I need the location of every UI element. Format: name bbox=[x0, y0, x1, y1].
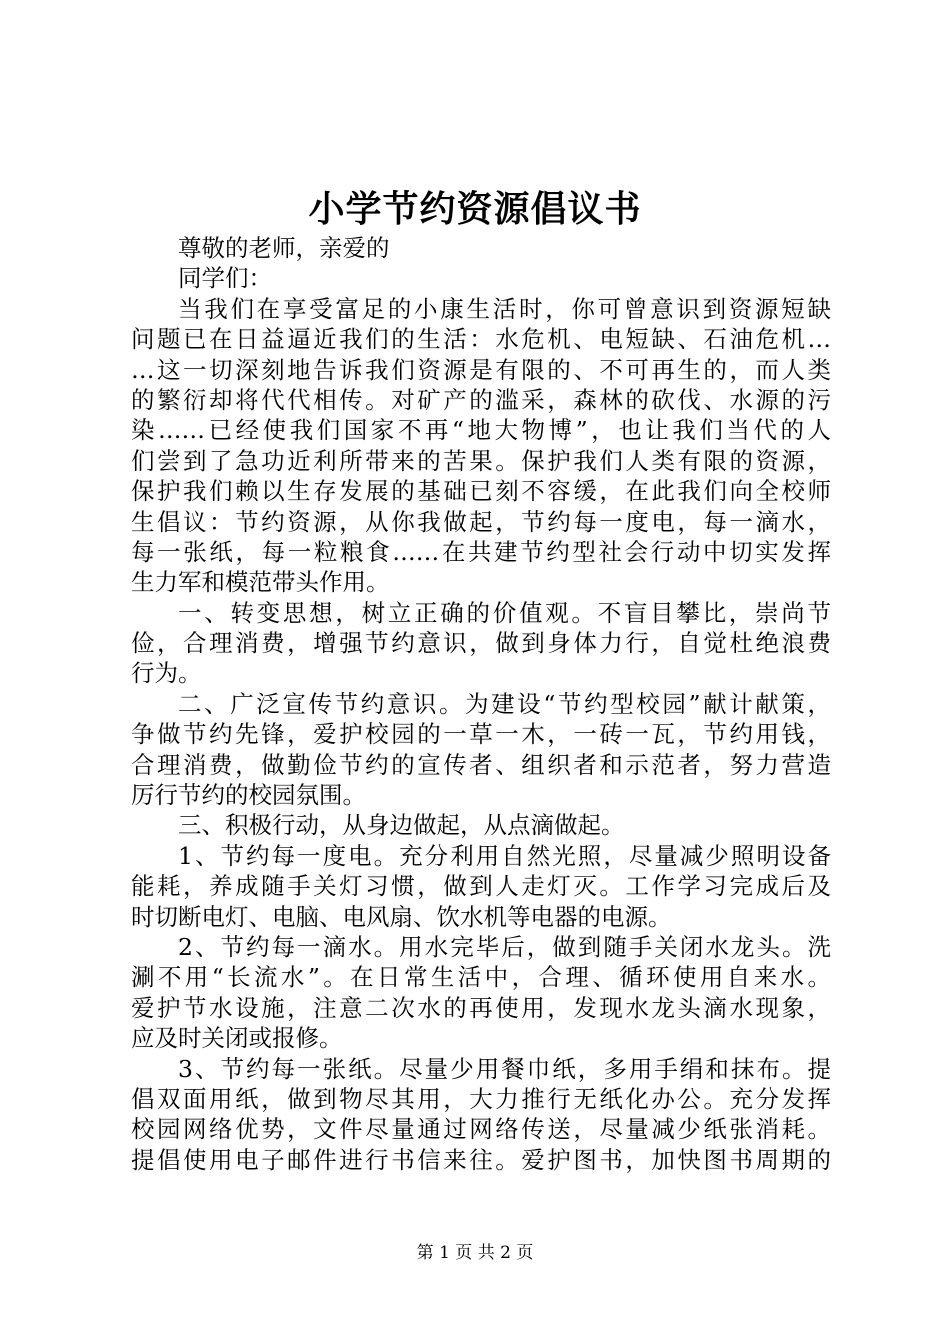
paragraph-line: 2、节约每一滴水。用水完毕后，做到随手关闭水龙头。洗 bbox=[178, 932, 831, 961]
paragraph-line: …这一切深刻地告诉我们资源是有限的、不可再生的，而人类 bbox=[131, 355, 831, 384]
document-body bbox=[131, 233, 831, 1175]
paragraph-line: 一、转变思想，树立正确的价值观。不盲目攀比，崇尚节 bbox=[178, 598, 831, 627]
paragraph-line: 俭，合理消费，增强节约意识，做到身体力行，自觉杜绝浪费 bbox=[131, 629, 831, 658]
paragraph-line: 爱护节水设施，注意二次水的再使用，发现水龙头滴水现象， bbox=[131, 993, 831, 1022]
paragraph-line: 问题已在日益逼近我们的生活：水危机、电短缺、石油危机… bbox=[131, 325, 831, 354]
paragraph-line: 每一张纸，每一粒粮食……在共建节约型社会行动中切实发挥 bbox=[131, 537, 831, 566]
paragraph-line: 行为。 bbox=[131, 659, 202, 688]
paragraph-line: 们尝到了急功近利所带来的苦果。保护我们人类有限的资源， bbox=[131, 446, 831, 475]
paragraph-line: 校园网络优势，文件尽量通过网络传送，尽量减少纸张消耗。 bbox=[131, 1115, 831, 1144]
paragraph-line: 合理消费，做勤俭节约的宣传者、组织者和示范者，努力营造 bbox=[131, 750, 831, 779]
salutation-line-2: 同学们： bbox=[178, 264, 272, 293]
paragraph-line: 当我们在享受富足的小康生活时，你可曾意识到资源短缺 bbox=[178, 294, 831, 323]
paragraph-line: 保护我们赖以生存发展的基础已刻不容缓，在此我们向全校师 bbox=[131, 477, 831, 506]
document-title: 小学节约资源倡议书 bbox=[308, 188, 642, 230]
paragraph-line: 时切断电灯、电脑、电风扇、饮水机等电器的电源。 bbox=[131, 902, 672, 931]
paragraph-line: 能耗，养成随手关灯习惯，做到人走灯灭。工作学习完成后及 bbox=[131, 872, 831, 901]
paragraph-line: 倡双面用纸，做到物尽其用，大力推行无纸化办公。充分发挥 bbox=[131, 1084, 831, 1113]
paragraph-line: 涮不用“长流水”。在日常生活中，合理、循环使用自来水。 bbox=[131, 963, 831, 992]
paragraph-line: 三、积极行动，从身边做起，从点滴做起。 bbox=[178, 811, 625, 840]
paragraph-line: 生力军和模范带头作用。 bbox=[131, 568, 390, 597]
page-footer: 第 1 页 共 2 页 bbox=[416, 1243, 534, 1263]
paragraph-line: 二、广泛宣传节约意识。为建设“节约型校园”献计献策， bbox=[178, 689, 831, 718]
paragraph-line: 争做节约先锋，爱护校园的一草一木，一砖一瓦，节约用钱， bbox=[131, 720, 831, 749]
paragraph-line: 染……已经使我们国家不再“地大物博”，也让我们当代的人 bbox=[131, 416, 831, 445]
paragraph-line: 3、节约每一张纸。尽量少用餐巾纸，多用手绢和抹布。提 bbox=[178, 1054, 831, 1083]
paragraph-line: 的繁衍却将代代相传。对矿产的滥采，森林的砍伐、水源的污 bbox=[131, 385, 831, 414]
paragraph-line: 应及时关闭或报修。 bbox=[131, 1024, 343, 1053]
paragraph-line: 提倡使用电子邮件进行书信来往。爱护图书，加快图书周期的 bbox=[131, 1145, 831, 1174]
paragraph-line: 1、节约每一度电。充分利用自然光照，尽量减少照明设备 bbox=[178, 841, 831, 870]
paragraph-line: 厉行节约的校园氛围。 bbox=[131, 781, 366, 810]
paragraph-line: 生倡议：节约资源，从你我做起，节约每一度电，每一滴水， bbox=[131, 507, 831, 536]
salutation-line-1: 尊敬的老师，亲爱的 bbox=[178, 234, 390, 262]
